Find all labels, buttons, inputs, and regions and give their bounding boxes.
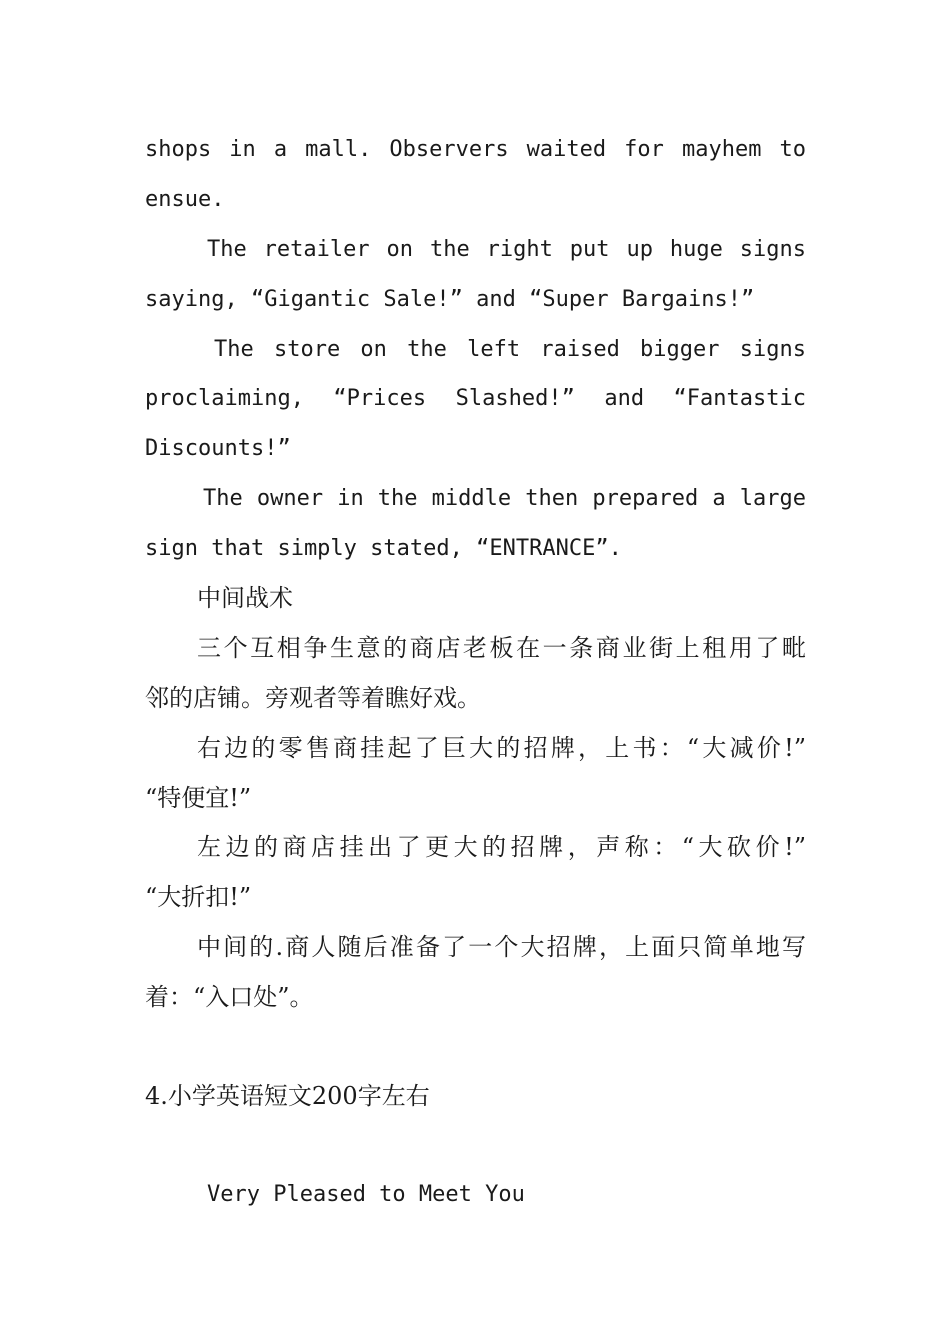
paragraph-line: saying, “Gigantic Sale!” and “Super Bargains!” [145, 287, 755, 312]
paragraph-line: shops in a mall. Observers waited for mayhem to [145, 137, 806, 162]
paragraph-line: 中间的.商人随后准备了一个大招牌，上面只简单地写 [197, 933, 806, 961]
paragraph-line: sign that simply stated, “ENTRANCE”. [145, 536, 622, 561]
paragraph-line: 三个互相争生意的商店老板在一条商业街上租用了毗 [197, 634, 806, 662]
paragraph-line: proclaiming, “Prices Slashed!” and “Fantastic [145, 386, 806, 411]
article-title: Very Pleased to Meet You [207, 1182, 525, 1207]
paragraph-line: ensue. [145, 187, 225, 212]
paragraph-line: 邻的店铺。旁观者等着瞧好戏。 [145, 684, 481, 712]
paragraph-line: The retailer on the right put up huge signs [207, 237, 806, 262]
paragraph-line: The store on the left raised bigger signs [214, 337, 806, 362]
section-heading: 中间战术 [197, 584, 293, 612]
paragraph-line: The owner in the middle then prepared a large [203, 486, 806, 511]
paragraph-line: 左边的商店挂出了更大的招牌，声称：“大砍价!” [197, 833, 806, 861]
paragraph-line: 右边的零售商挂起了巨大的招牌，上书：“大减价!” [197, 734, 806, 762]
paragraph-line: “大折扣!” [145, 883, 252, 911]
paragraph-line: Discounts!” [145, 436, 291, 461]
paragraph-line: “特便宜!” [145, 784, 252, 812]
paragraph-line: 着：“入口处”。 [145, 983, 314, 1011]
section-heading: 4.小学英语短文200字左右 [145, 1082, 430, 1110]
